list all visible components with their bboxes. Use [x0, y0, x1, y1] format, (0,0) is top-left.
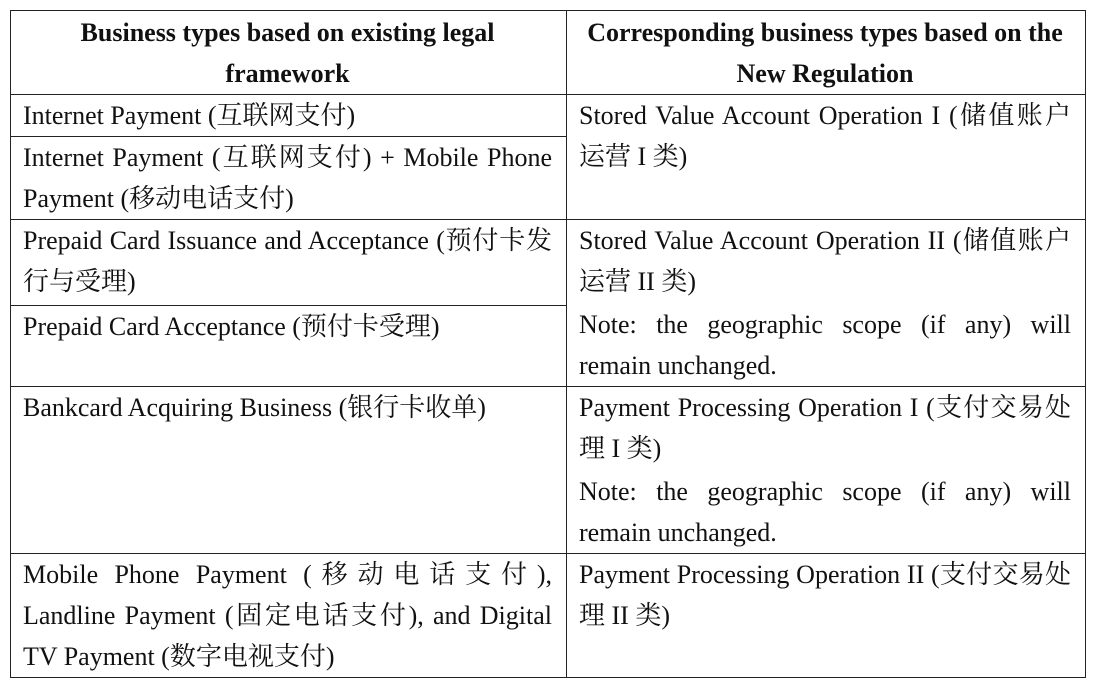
new-type-cell	[567, 220, 1086, 387]
scope-note: Note: the geographic scope (if any) will remain unchanged.	[579, 477, 1071, 547]
table-header-row	[11, 11, 1086, 95]
existing-type-cell: Internet Payment (互联网支付)	[11, 95, 567, 137]
table-row	[11, 554, 1086, 678]
header-new-regulation: Corresponding business types based on the New Regulation	[567, 11, 1086, 95]
existing-type-cell: Bankcard Acquiring Business (银行卡收单)	[11, 387, 567, 554]
header-existing-framework: Business types based on existing legal framework	[11, 11, 567, 95]
existing-type-cell: Prepaid Card Issuance and Acceptance (预付卡发行与受理)	[11, 220, 567, 306]
existing-type-cell: Internet Payment (互联网支付) + Mobile Phone Payment (移动电话支付)	[11, 137, 567, 220]
new-type-cell	[567, 95, 1086, 220]
new-type-label: Payment Processing Operation I (支付交易处理 I 类)	[579, 393, 1071, 463]
business-type-mapping-table	[10, 10, 1086, 678]
new-type-label: Stored Value Account Operation II (储值账户运营 II 类)	[579, 226, 1071, 296]
existing-type-cell: Prepaid Card Acceptance (预付卡受理)	[11, 306, 567, 387]
table-row	[11, 387, 1086, 554]
new-type-label: Payment Processing Operation II (支付交易处理 II 类)	[579, 560, 1071, 630]
new-type-cell	[567, 554, 1086, 678]
scope-note: Note: the geographic scope (if any) will remain unchanged.	[579, 310, 1071, 380]
new-type-label: Stored Value Account Operation I (储值账户运营 I 类)	[579, 101, 1071, 171]
existing-type-cell: Mobile Phone Payment (移动电话支付), Landline Payment (固定电话支付), and Digital TV Payment (数字电视支付)	[11, 554, 567, 678]
table-row	[11, 220, 1086, 306]
new-type-cell	[567, 387, 1086, 554]
table-row	[11, 95, 1086, 137]
